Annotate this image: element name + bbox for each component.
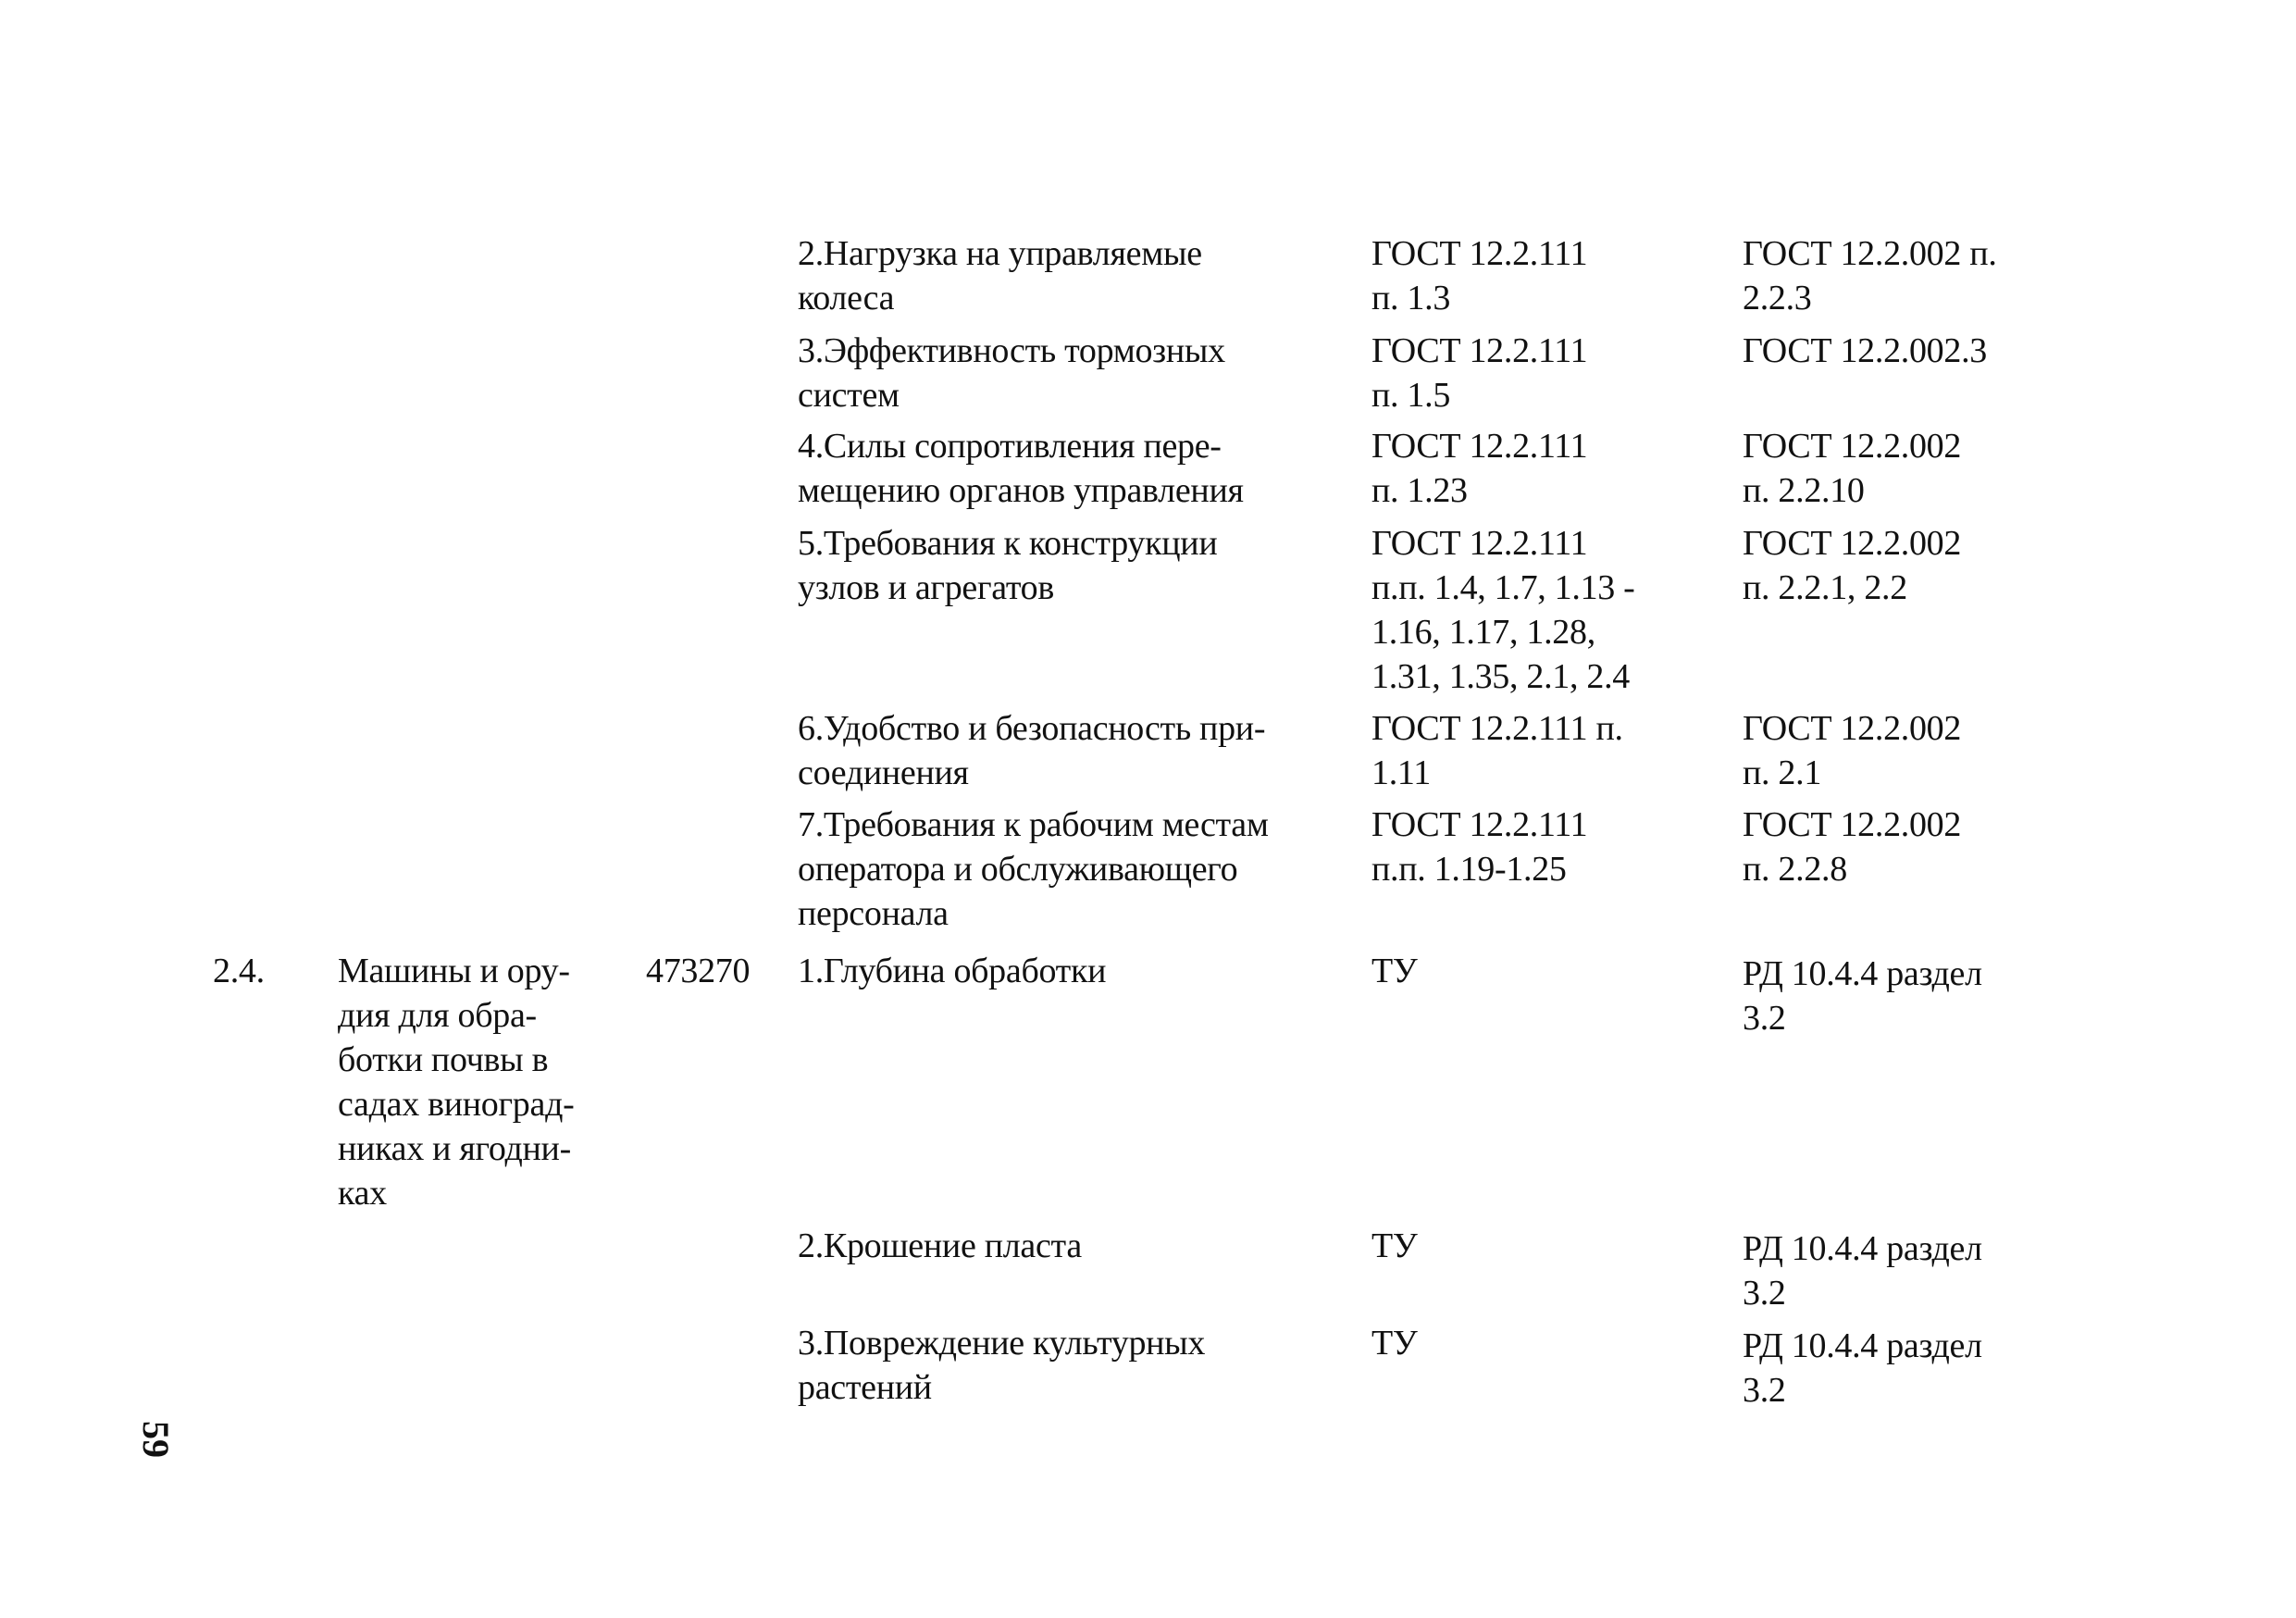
group-name: Машины и ору- дия для обра- ботки почвы в садах виноград- никах и ягодни- ках: [338, 952, 575, 1213]
row-1-method-doc: ГОСТ 12.2.002 п. 2.2.3: [1743, 234, 1997, 317]
row-2-parameter: 3.Эффективность тормозных систем: [798, 331, 1225, 415]
group-row-3-parameter: 3.Повреждение культурных растений: [798, 1324, 1206, 1407]
group-row-1-method-doc: РД 10.4.4 раздел 3.2: [1743, 954, 1982, 1038]
row-3-norm-doc: ГОСТ 12.2.111 п. 1.23: [1371, 427, 1588, 510]
group-number: 2.4.: [213, 952, 265, 990]
row-6-method-doc: ГОСТ 12.2.002 п. 2.2.8: [1743, 805, 1962, 889]
row-2-norm-doc: ГОСТ 12.2.111 п. 1.5: [1371, 331, 1588, 415]
group-row-2-norm-doc: ТУ: [1371, 1226, 1418, 1265]
group-row-2-parameter: 2.Крошение пласта: [798, 1226, 1082, 1265]
group-row-1-norm-doc: ТУ: [1371, 952, 1418, 990]
group-row-3-norm-doc: ТУ: [1371, 1324, 1418, 1363]
row-4-parameter: 5.Требования к конструкции узлов и агрегатов: [798, 524, 1218, 607]
row-3-method-doc: ГОСТ 12.2.002 п. 2.2.10: [1743, 427, 1962, 510]
row-4-norm-doc: ГОСТ 12.2.111 п.п. 1.4, 1.7, 1.13 - 1.16, 1.17, 1.28, 1.31, 1.35, 2.1, 2.4: [1371, 524, 1635, 696]
row-1-parameter: 2.Нагрузка на управляемые колеса: [798, 234, 1202, 317]
row-3-parameter: 4.Силы сопротивления пере- мещению органов управления: [798, 427, 1244, 510]
row-6-norm-doc: ГОСТ 12.2.111 п.п. 1.19-1.25: [1371, 805, 1588, 889]
row-4-method-doc: ГОСТ 12.2.002 п. 2.2.1, 2.2: [1743, 524, 1962, 607]
page-number: 59: [135, 1421, 177, 1458]
row-2-method-doc: ГОСТ 12.2.002.3: [1743, 331, 1987, 370]
group-row-2-method-doc: РД 10.4.4 раздел 3.2: [1743, 1229, 1982, 1313]
row-5-parameter: 6.Удобство и безопасность при- соединения: [798, 709, 1266, 792]
group-code: 473270: [646, 952, 751, 990]
row-5-method-doc: ГОСТ 12.2.002 п. 2.1: [1743, 709, 1962, 792]
row-6-parameter: 7.Требования к рабочим местам оператора и обслуживающего персонала: [798, 805, 1269, 933]
row-1-norm-doc: ГОСТ 12.2.111 п. 1.3: [1371, 234, 1588, 317]
row-5-norm-doc: ГОСТ 12.2.111 п. 1.11: [1371, 709, 1623, 792]
group-row-3-method-doc: РД 10.4.4 раздел 3.2: [1743, 1326, 1982, 1410]
group-row-1-parameter: 1.Глубина обработки: [798, 952, 1107, 990]
